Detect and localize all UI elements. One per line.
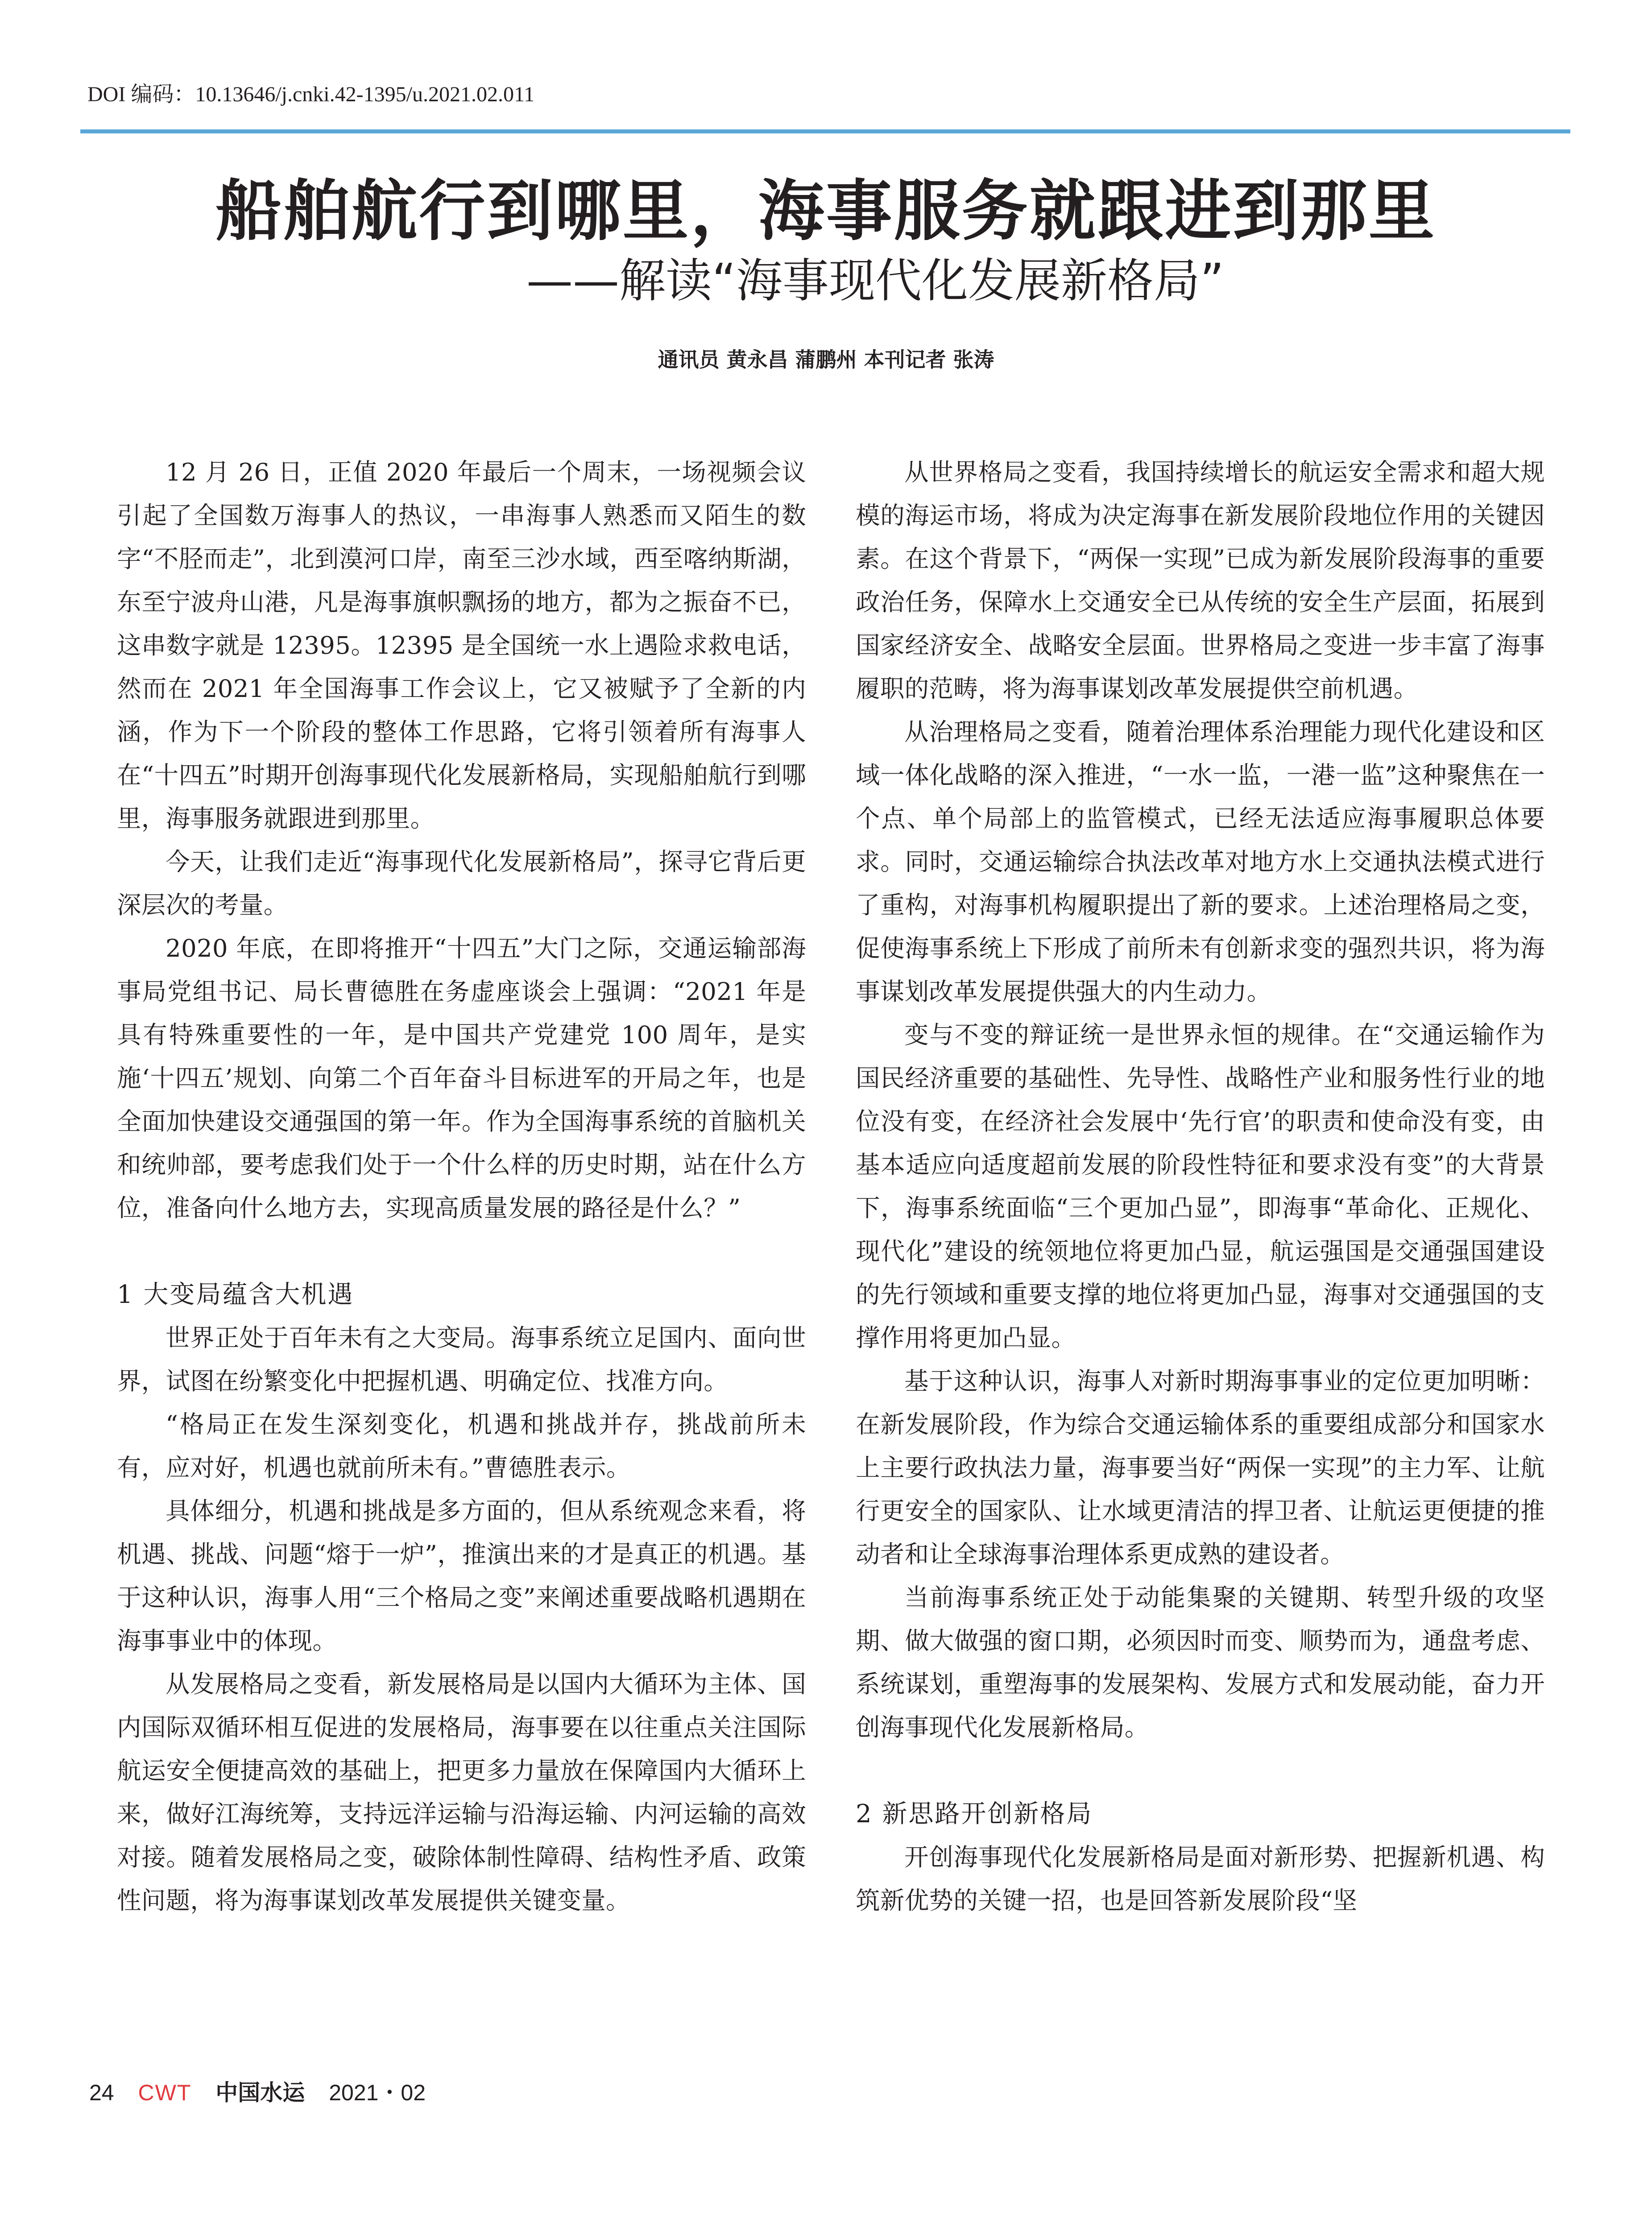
- article-title: 船舶航行到哪里，海事服务就跟进到那里: [215, 172, 1437, 249]
- doi-code: DOI 编码：10.13646/j.cnki.42-1395/u.2021.02.011: [87, 83, 535, 106]
- paragraph: 从治理格局之变看，随着治理体系治理能力现代化建设和区域一体化战略的深入推进，“一水一监，一港一监”这种聚焦在一个点、单个局部上的监管模式，已经无法适应海事履职总体要求。同时，交通运输综合执法改革对地方水上交通执法模式进行了重构，对海事机构履职提出了新的要求。上述治理格局之变，促使海事系统上下形成了前所未有创新求变的强烈共识，将为海事谋划改革发展提供强大的内生动力。: [856, 717, 1545, 1006]
- magazine-name: 中国水运: [215, 2079, 305, 2106]
- right-column: [856, 451, 1545, 1922]
- page-number: 24: [89, 2080, 114, 2105]
- header-rule: [80, 129, 1570, 133]
- paragraph: 基于这种认识，海事人对新时期海事事业的定位更加明晰：在新发展阶段，作为综合交通运输体系的重要组成部分和国家水上主要行政执法力量，海事要当好“两保一实现”的主力军、让航行更安全的国家队、让水域更清洁的捍卫者、让航运更便捷的推动者和让全球海事治理体系更成熟的建设者。: [856, 1367, 1545, 1568]
- paragraph: 今天，让我们走近“海事现代化发展新格局”，探寻它背后更深层次的考量。: [117, 847, 806, 919]
- paragraph: 世界正处于百年未有之大变局。海事系统立足国内、面向世界，试图在纷繁变化中把握机遇、明确定位、找准方向。: [117, 1323, 806, 1395]
- spacer: [856, 1749, 1545, 1792]
- paragraph: 当前海事系统正处于动能集聚的关键期、转型升级的攻坚期、做大做强的窗口期，必须因时而变、顺势而为，通盘考虑、系统谋划，重塑海事的发展架构、发展方式和发展动能，奋力开创海事现代化发展新格局。: [856, 1583, 1545, 1742]
- byline: 通讯员 黄永昌 蒲鹏州 本刊记者 张涛: [658, 348, 994, 372]
- paragraph: 从发展格局之变看，新发展格局是以国内大循环为主体、国内国际双循环相互促进的发展格局，海事要在以往重点关注国际航运安全便捷高效的基础上，把更多力量放在保障国内大循环上来，做好江海统筹，支持远洋运输与沿海运输、内河运输的高效对接。随着发展格局之变，破除体制性障碍、结构性矛盾、政策性问题，将为海事谋划改革发展提供关键变量。: [117, 1670, 806, 1915]
- paragraph: 开创海事现代化发展新格局是面对新形势、把握新机遇、构筑新优势的关键一招，也是回答新发展阶段“坚: [856, 1843, 1545, 1915]
- page-footer: [89, 2075, 443, 2107]
- article-subtitle: ——解读“海事现代化发展新格局”: [526, 253, 1224, 308]
- paragraph: “格局正在发生深刻变化，机遇和挑战并存，挑战前所未有，应对好，机遇也就前所未有。”曹德胜表示。: [117, 1410, 806, 1482]
- paragraph: 具体细分，机遇和挑战是多方面的，但从系统观念来看，将机遇、挑战、问题“熔于一炉”，推演出来的才是真正的机遇。基于这种认识，海事人用“三个格局之变”来阐述重要战略机遇期在海事事业中的体现。: [117, 1497, 806, 1655]
- paragraph: 12 月 26 日，正值 2020 年最后一个周末，一场视频会议引起了全国数万海事人的热议，一串海事人熟悉而又陌生的数字“不胫而走”，北到漠河口岸，南至三沙水域，西至喀纳斯湖，东至宁波舟山港，凡是海事旗帜飘扬的地方，都为之振奋不已，这串数字就是 12395。12395 是全国统一水上遇险求救电话，然而在 2021 年全国海事工作会议上，它又被赋予了全新的内涵，作为下一个阶段的整体工作思路，它将引领着所有海事人在“十四五”时期开创海事现代化发展新格局，实现船舶航行到哪里，海事服务就跟进到那里。: [117, 458, 806, 833]
- spacer: [117, 1230, 806, 1273]
- issue-number: 2021・02: [329, 2080, 426, 2105]
- left-column: [117, 451, 806, 1922]
- brand-logo: CWT: [138, 2080, 192, 2105]
- section-heading-1: 1 大变局蕴含大机遇: [117, 1280, 354, 1309]
- paragraph: 变与不变的辩证统一是世界永恒的规律。在“交通运输作为国民经济重要的基础性、先导性、战略性产业和服务性行业的地位没有变，在经济社会发展中‘先行官’的职责和使命没有变，由基本适应向适度超前发展的阶段性特征和要求没有变”的大背景下，海事系统面临“三个更加凸显”，即海事“革命化、正规化、现代化”建设的统领地位将更加凸显，航运强国是交通强国建设的先行领域和重要支撑的地位将更加凸显，海事对交通强国的支撑作用将更加凸显。: [856, 1020, 1545, 1352]
- paragraph: 从世界格局之变看，我国持续增长的航运安全需求和超大规模的海运市场，将成为决定海事在新发展阶段地位作用的关键因素。在这个背景下，“两保一实现”已成为新发展阶段海事的重要政治任务，保障水上交通安全已从传统的安全生产层面，拓展到国家经济安全、战略安全层面。世界格局之变进一步丰富了海事履职的范畴，将为海事谋划改革发展提供空前机遇。: [856, 458, 1545, 703]
- section-heading-2: 2 新思路开创新格局: [856, 1800, 1093, 1829]
- paragraph: 2020 年底，在即将推开“十四五”大门之际，交通运输部海事局党组书记、局长曹德胜在务虚座谈会上强调：“2021 年是具有特殊重要性的一年，是中国共产党建党 100 周年，是实施‘十四五’规划、向第二个百年奋斗目标进军的开局之年，也是全面加快建设交通强国的第一年。作为全国海事系统的首脑机关和统帅部，要考虑我们处于一个什么样的历史时期，站在什么方位，准备向什么地方去，实现高质量发展的路径是什么？”: [117, 934, 806, 1222]
